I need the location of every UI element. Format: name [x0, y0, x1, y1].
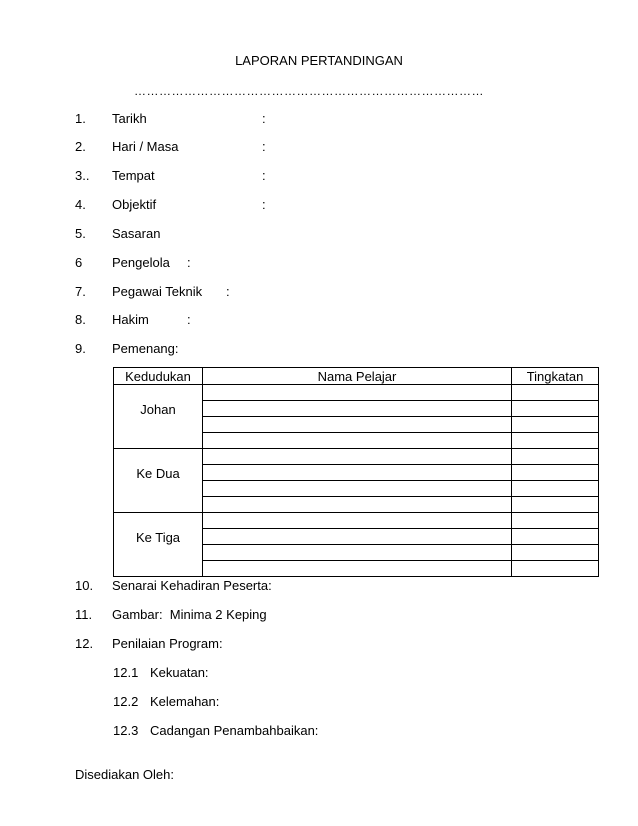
- item-colon: :: [262, 168, 266, 183]
- table-cell-name: [203, 545, 512, 561]
- table-cell-name: [203, 433, 512, 449]
- item-number: 8.: [75, 312, 86, 327]
- item-colon: :: [187, 312, 191, 327]
- subitem-label-kekuatan: Kekuatan:: [150, 665, 209, 680]
- table-row: [114, 449, 599, 465]
- item-number: 5.: [75, 226, 86, 241]
- table-cell-form: [512, 545, 599, 561]
- item-label-hakim: Hakim: [112, 312, 149, 327]
- table-cell-form: [512, 465, 599, 481]
- table-cell-name: [203, 529, 512, 545]
- subitem-label-cadangan: Cadangan Penambahbaikan:: [150, 723, 319, 738]
- table-cell-form: [512, 401, 599, 417]
- subitem-number: 12.3: [113, 723, 139, 738]
- header-nama-pelajar: Nama Pelajar: [203, 368, 512, 385]
- item-number: 11.: [75, 607, 93, 622]
- table-cell-name: [203, 561, 512, 577]
- table-cell-name: [203, 401, 512, 417]
- item-label-tarikh: Tarikh: [112, 111, 147, 126]
- header-tingkatan: Tingkatan: [512, 368, 599, 385]
- table-cell-form: [512, 417, 599, 433]
- item-colon: :: [187, 255, 191, 270]
- item-label-senarai-kehadiran: Senarai Kehadiran Peserta:: [112, 578, 272, 593]
- item-number: 1.: [75, 111, 86, 126]
- item-number: 9.: [75, 341, 86, 356]
- item-label-pengelola: Pengelola: [112, 255, 170, 270]
- item-number: 6: [75, 255, 83, 270]
- table-cell-form: [512, 433, 599, 449]
- table-cell-name: [203, 465, 512, 481]
- table-row: [114, 513, 599, 529]
- table-cell-form: [512, 513, 599, 529]
- table-cell-form: [512, 481, 599, 497]
- table-cell-name: [203, 513, 512, 529]
- subitem-label-kelemahan: Kelemahan:: [150, 694, 220, 709]
- table-cell-form: [512, 385, 599, 401]
- subitem-number: 12.1: [113, 665, 139, 680]
- item-number: 4.: [75, 197, 86, 212]
- table-row: [114, 385, 599, 401]
- item-label-objektif: Objektif: [112, 197, 157, 212]
- item-label-pegawai-teknik: Pegawai Teknik: [112, 284, 203, 299]
- item-number: 2.: [75, 139, 86, 154]
- item-label-pemenang: Pemenang:: [112, 341, 179, 356]
- item-number: 12.: [75, 636, 94, 651]
- subtitle-dotted-line: …………………………………………………………………………: [134, 84, 484, 98]
- table-cell-form: [512, 529, 599, 545]
- table-cell-name: [203, 449, 512, 465]
- table-header-row: [114, 368, 599, 385]
- rank-ke-tiga: Ke Tiga: [114, 513, 203, 577]
- subitem-number: 12.2: [113, 694, 139, 709]
- table-cell-form: [512, 497, 599, 513]
- item-colon: :: [262, 111, 266, 126]
- prepared-by-label: Disediakan Oleh:: [75, 767, 174, 782]
- item-label-penilaian-program: Penilaian Program:: [112, 636, 223, 651]
- table-cell-form: [512, 449, 599, 465]
- table-cell-name: [203, 385, 512, 401]
- table-cell-form: [512, 561, 599, 577]
- item-colon: :: [262, 139, 266, 154]
- item-number: 7.: [75, 284, 86, 299]
- item-colon: :: [262, 197, 266, 212]
- table-cell-name: [203, 481, 512, 497]
- item-colon: :: [226, 284, 230, 299]
- table-cell-name: [203, 497, 512, 513]
- item-label-hari-masa: Hari / Masa: [112, 139, 179, 154]
- item-label-sasaran: Sasaran: [112, 226, 161, 241]
- item-number: 3..: [75, 168, 90, 183]
- rank-ke-dua: Ke Dua: [114, 449, 203, 513]
- document-title: LAPORAN PERTANDINGAN: [235, 53, 403, 68]
- winners-table: [113, 367, 599, 577]
- rank-johan: Johan: [114, 385, 203, 449]
- item-label-gambar: Gambar: Minima 2 Keping: [112, 607, 267, 622]
- item-label-tempat: Tempat: [112, 168, 155, 183]
- table-cell-name: [203, 417, 512, 433]
- header-kedudukan: Kedudukan: [114, 368, 203, 385]
- item-number: 10.: [75, 578, 94, 593]
